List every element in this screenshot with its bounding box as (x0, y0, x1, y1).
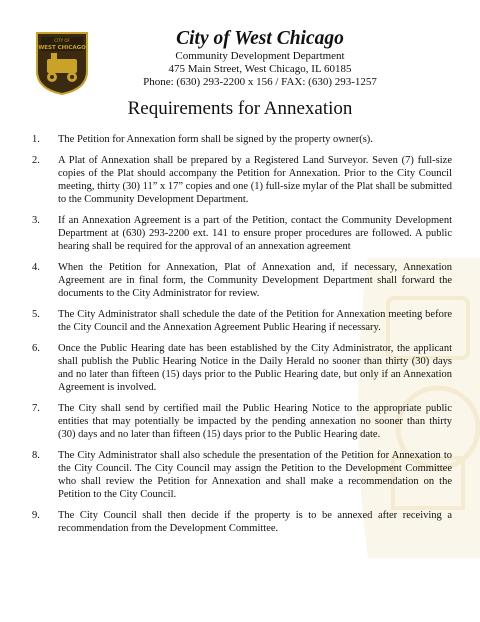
page-title: Requirements for Annexation (127, 98, 353, 119)
list-item (32, 154, 452, 206)
item-text: When the Petition for Annexation, Plat of Annexation and, if necessary, Annexation Agreement are in final form, the Community Development Department shall forward the documents to the City Administrator for review. (58, 262, 452, 299)
list-item (32, 509, 452, 535)
item-number: 6. (32, 343, 40, 354)
phone-fax: Phone: (630) 293-2200 x 156 / FAX: (630) 293-1257 (143, 76, 377, 88)
item-number: 9. (32, 510, 40, 521)
list-item (32, 402, 452, 441)
item-text: The City shall send by certified mail the Public Hearing Notice to the appropriate public entities that may potentially be impacted by the pending annexation no sooner than thirty (30) days and no later than fifteen (15) days prior to the Public Hearing date. (58, 403, 452, 440)
list-item (32, 261, 452, 300)
item-text: The City Administrator shall schedule the date of the Petition for Annexation meeting before the City Council and the Annexation Agreement Public Hearing if necessary. (58, 309, 452, 333)
item-number: 7. (32, 403, 40, 414)
item-number: 1. (32, 134, 40, 145)
item-number: 4. (32, 262, 40, 273)
item-text: If an Annexation Agreement is a part of the Petition, contact the Community Development Department at (630) 293-2200 ext. 141 to ensure proper procedures are followed. A public hearing shall be required for the approval of an annexation agreement (58, 215, 452, 252)
department-name: Community Development Department (175, 50, 345, 62)
svg-text:CITY OF: CITY OF (54, 38, 70, 43)
item-text: The City Council shall then decide if the property is to be annexed after receiving a recommendation from the Development Committee. (58, 510, 452, 534)
letterhead (110, 28, 410, 89)
item-number: 3. (32, 215, 40, 226)
item-text: A Plat of Annexation shall be prepared by a Registered Land Surveyor. Seven (7) full-size copies of the Plat should accompany the Petition for Annexation. Prior to the City Council meeting, thirty (30) 11” x 17” copies and one (1) full-size mylar of the Plat shall be submitted to the Community Development Department. (58, 155, 452, 205)
item-number: 2. (32, 155, 40, 166)
svg-text:WEST CHICAGO: WEST CHICAGO (38, 45, 86, 51)
city-name: City of West Chicago (176, 28, 344, 49)
address: 475 Main Street, West Chicago, IL 60185 (168, 63, 352, 75)
item-text: The City Administrator shall also schedule the presentation of the Petition for Annexation to the City Council. The City Council may assign the Petition to the Development Committee who shall review the Petition for Annexation and shall make a recommendation on the Petition to the City Council. (58, 450, 452, 500)
item-text: Once the Public Hearing date has been established by the City Administrator, the applicant shall publish the Public Hearing Notice in the Daily Herald no sooner than thirty (30) days and no later than fifteen (15) days prior to the Public Hearing date, but only if an Annexation Agreement is involved. (58, 343, 452, 393)
list-item (32, 308, 452, 334)
list-item (32, 449, 452, 501)
item-number: 8. (32, 450, 40, 461)
list-item (32, 214, 452, 253)
item-text: The Petition for Annexation form shall be signed by the property owner(s). (58, 134, 373, 145)
requirements-list (32, 133, 452, 543)
list-item (32, 342, 452, 394)
city-seal-logo (33, 31, 91, 95)
list-item (32, 133, 452, 146)
item-number: 5. (32, 309, 40, 320)
